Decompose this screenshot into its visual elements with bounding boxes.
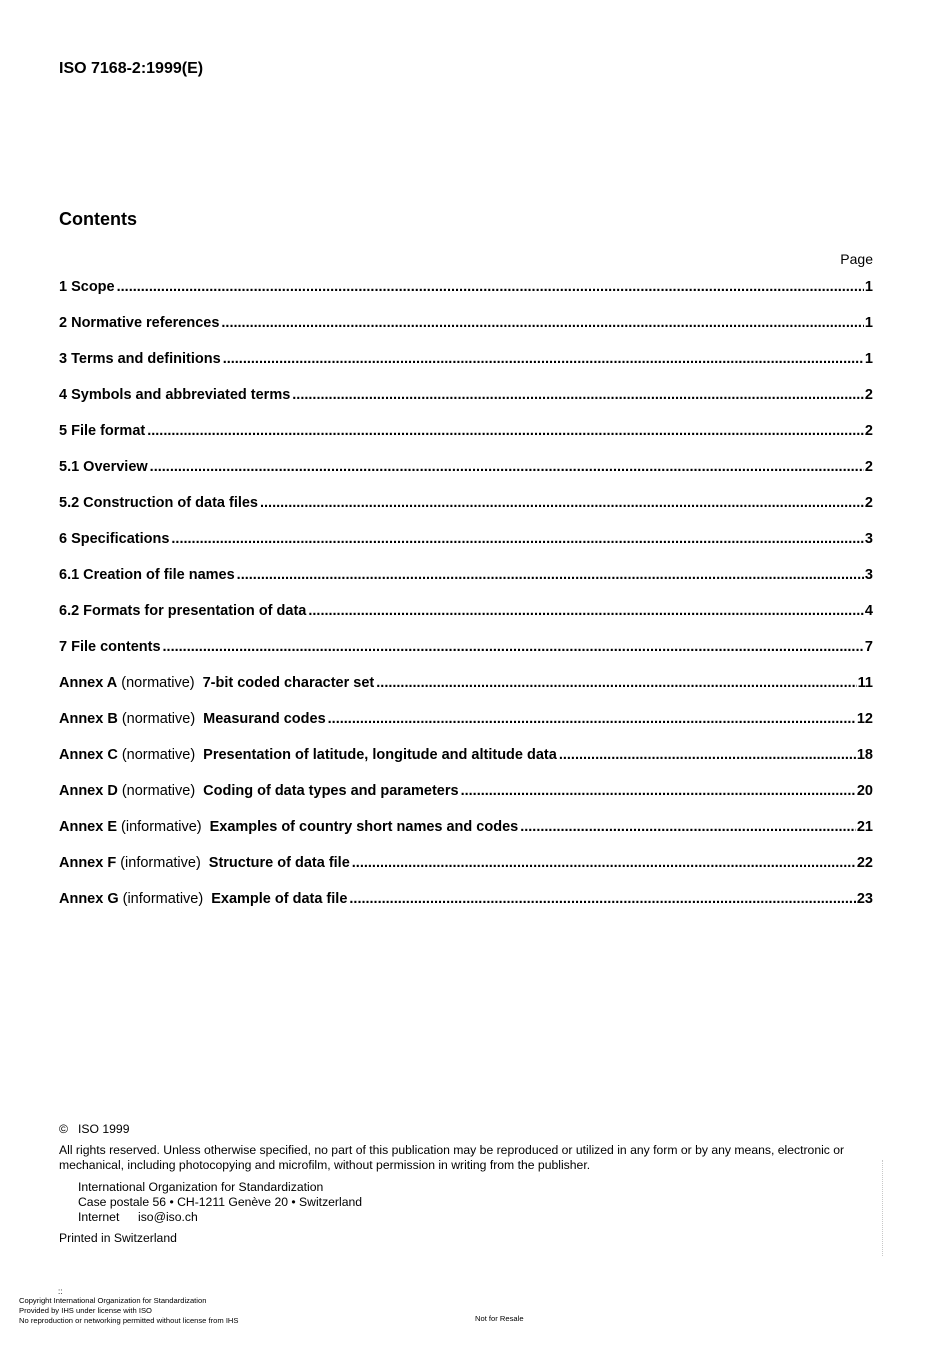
toc-entry[interactable] — [59, 386, 873, 422]
annex-title: Presentation of latitude, longitude and altitude data — [203, 747, 557, 763]
toc-entry-page: 12 — [856, 711, 873, 727]
annex-type: (normative) — [121, 711, 196, 727]
toc-entry-page: 3 — [864, 567, 873, 583]
toc-leader-dots — [163, 638, 864, 656]
toc-leader-dots — [223, 350, 864, 368]
toc-leader-dots — [349, 890, 855, 908]
toc-entry[interactable] — [59, 278, 873, 314]
annex-title: Examples of country short names and codes — [209, 819, 519, 835]
toc-entry-page: 1 — [864, 351, 873, 367]
annex-label: Annex A — [59, 675, 118, 691]
annex-type: (informative) — [120, 855, 201, 871]
toc-entry-title: 7 File contents — [59, 639, 161, 655]
toc-entry[interactable] — [59, 602, 873, 638]
page-column-label: Page — [840, 251, 873, 267]
footer-mark: :: — [58, 1287, 63, 1296]
annex-type: (normative) — [121, 747, 196, 763]
email-link[interactable]: iso@iso.ch — [138, 1210, 198, 1224]
toc-entry-page: 4 — [864, 603, 873, 619]
toc-leader-dots — [150, 458, 864, 476]
toc-entry-page: 2 — [864, 495, 873, 511]
annex-title: Example of data file — [211, 891, 348, 907]
copyright-icon: © — [59, 1122, 68, 1136]
toc-entry[interactable] — [59, 422, 873, 458]
copyright-line — [59, 1122, 879, 1137]
toc-annex-entry[interactable] — [59, 674, 873, 710]
toc-entry-title: 6.2 Formats for presentation of data — [59, 603, 307, 619]
toc-entry-title: 6.1 Creation of file names — [59, 567, 235, 583]
toc-annex-entry[interactable] — [59, 710, 873, 746]
side-margin-mark — [882, 1160, 887, 1256]
toc-entry-page: 2 — [864, 423, 873, 439]
toc-entry[interactable] — [59, 458, 873, 494]
footer-line: Copyright International Organization for Standardization — [19, 1296, 207, 1305]
toc-leader-dots — [328, 710, 856, 728]
annex-type: (informative) — [121, 819, 202, 835]
toc-entry-title: 4 Symbols and abbreviated terms — [59, 387, 291, 403]
toc-entry-page: 1 — [864, 315, 873, 331]
printed-in: Printed in Switzerland — [59, 1231, 177, 1245]
copyright-year: ISO 1999 — [77, 1122, 130, 1136]
toc-entry-page: 1 — [864, 279, 873, 295]
annex-type: (informative) — [122, 891, 204, 907]
toc-leader-dots — [221, 314, 864, 332]
annex-label: Annex C — [59, 747, 118, 763]
org-name: International Organization for Standardization — [78, 1180, 324, 1194]
toc-entry[interactable] — [59, 314, 873, 350]
toc-leader-dots — [147, 422, 864, 440]
toc-entry-page: 11 — [857, 675, 873, 691]
annex-title: 7-bit coded character set — [202, 675, 375, 691]
toc-entry[interactable] — [59, 566, 873, 602]
table-of-contents — [59, 278, 873, 926]
toc-entry[interactable] — [59, 494, 873, 530]
toc-leader-dots — [260, 494, 864, 512]
annex-label: Annex F — [59, 855, 117, 871]
annex-title: Measurand codes — [203, 711, 326, 727]
annex-title: Structure of data file — [208, 855, 350, 871]
annex-label: Annex E — [59, 819, 118, 835]
toc-entry-page: 22 — [856, 855, 873, 871]
toc-entry-page: 2 — [864, 459, 873, 475]
toc-annex-entry[interactable] — [59, 746, 873, 782]
toc-leader-dots — [520, 818, 856, 836]
toc-entry-title: 5 File format — [59, 423, 146, 439]
annex-label: Annex G — [59, 891, 119, 907]
toc-entry[interactable] — [59, 530, 873, 566]
toc-entry-title: 5.2 Construction of data files — [59, 495, 258, 511]
annex-label: Annex D — [59, 783, 118, 799]
toc-entry-page: 23 — [856, 891, 873, 907]
annex-type: (normative) — [121, 783, 196, 799]
toc-leader-dots — [308, 602, 864, 620]
toc-leader-dots — [352, 854, 856, 872]
internet-label: Internet — [78, 1210, 120, 1224]
publisher-address — [78, 1180, 879, 1225]
rights-statement: All rights reserved. Unless otherwise specified, no part of this publication may be reproduced or utilized in any form or by any means, electronic or mechanical, including photocopying and microfilm, without permission in writing from the publisher. — [59, 1143, 845, 1172]
toc-annex-entry[interactable] — [59, 818, 873, 854]
annex-type: (normative) — [121, 675, 195, 691]
toc-entry-title: 6 Specifications — [59, 531, 170, 547]
toc-entry-title: 2 Normative references — [59, 315, 220, 331]
copyright-block — [59, 1122, 879, 1246]
license-footer — [19, 1288, 238, 1326]
toc-annex-entry[interactable] — [59, 890, 873, 926]
footer-line: No reproduction or networking permitted without license from IHS — [19, 1316, 239, 1325]
not-for-resale: Not for Resale — [475, 1314, 524, 1323]
toc-leader-dots — [171, 530, 864, 548]
toc-annex-entry[interactable] — [59, 854, 873, 890]
contents-heading: Contents — [59, 209, 137, 229]
annex-label: Annex B — [59, 711, 118, 727]
toc-entry-title: 3 Terms and definitions — [59, 351, 221, 367]
toc-entry-title: 5.1 Overview — [59, 459, 148, 475]
internet-line — [78, 1210, 879, 1225]
toc-entry-title: 1 Scope — [59, 279, 115, 295]
toc-leader-dots — [292, 386, 864, 404]
toc-entry[interactable] — [59, 638, 873, 674]
postal-address: Case postale 56 • CH-1211 Genève 20 • Switzerland — [78, 1195, 363, 1209]
document-id: ISO 7168-2:1999(E) — [59, 60, 204, 77]
toc-entry-page: 7 — [864, 639, 873, 655]
toc-leader-dots — [461, 782, 856, 800]
toc-entry[interactable] — [59, 350, 873, 386]
toc-leader-dots — [559, 746, 856, 764]
toc-entry-page: 18 — [856, 747, 873, 763]
toc-entry-page: 2 — [864, 387, 873, 403]
toc-leader-dots — [237, 566, 864, 584]
toc-entry-page: 3 — [864, 531, 873, 547]
toc-entry-page: 20 — [856, 783, 873, 799]
toc-leader-dots — [376, 674, 856, 692]
footer-line: Provided by IHS under license with ISO — [19, 1306, 152, 1315]
toc-annex-entry[interactable] — [59, 782, 873, 818]
annex-title: Coding of data types and parameters — [203, 783, 459, 799]
toc-leader-dots — [117, 278, 864, 296]
toc-entry-page: 21 — [856, 819, 873, 835]
